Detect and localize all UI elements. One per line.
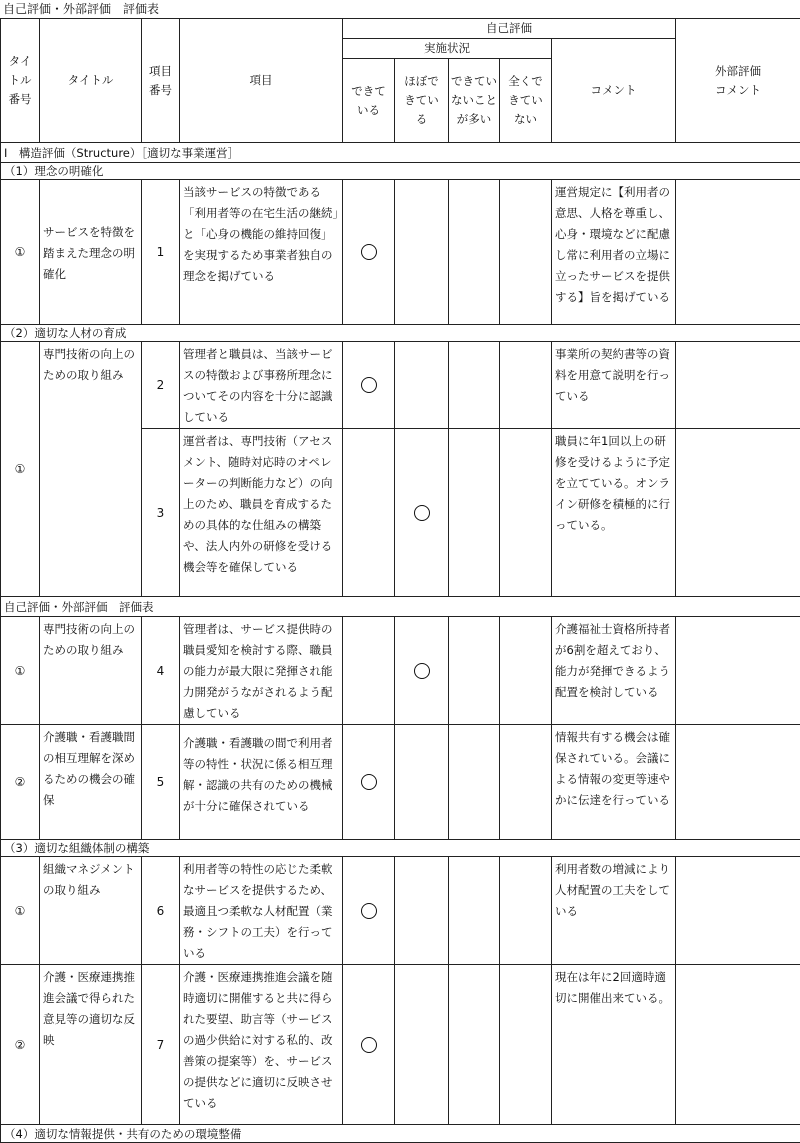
header-status-often-not-done: できてい ないこと が多い bbox=[449, 59, 500, 143]
row-external-comment bbox=[676, 180, 800, 325]
status-not-done-cell bbox=[500, 965, 552, 1125]
row-comment: 現在は年に2回適時適切に開催出来ている。 bbox=[552, 965, 676, 1125]
row-title-number: ① bbox=[1, 857, 40, 965]
status-done-cell bbox=[343, 180, 395, 325]
header-external-comment: 外部評価 コメント bbox=[676, 19, 800, 143]
section-philosophy: （1）理念の明確化 bbox=[1, 163, 800, 180]
row-item: 管理者は、サービス提供時の職員愛知を検討する際、職員の能力が最大限に発揮され能力開発がうながされるよう配慮している bbox=[180, 617, 343, 725]
header-self-evaluation: 自己評価 bbox=[343, 19, 676, 39]
table-row bbox=[1, 617, 800, 725]
header-status-done: できて いる bbox=[343, 59, 395, 143]
section-organization: （3）適切な組織体制の構築 bbox=[1, 840, 800, 857]
row-title-number: ② bbox=[1, 725, 40, 840]
status-done-cell bbox=[343, 857, 395, 965]
row-title: サービスを特徴を踏まえた理念の明確化 bbox=[40, 180, 142, 325]
row-item: 運営者は、専門技術（アセスメント、随時対応時のオペレーターの判断能力など）の向上のため、職員を育成するための具体的な仕組みの構築や、法人内外の研修を受ける機会等を確保している bbox=[180, 429, 343, 597]
row-comment: 介護福祉士資格所持者が6割を超えており、能力が発揮できるよう配置を検討している bbox=[552, 617, 676, 725]
status-often-not-done-cell bbox=[449, 342, 500, 429]
evaluation-table bbox=[0, 18, 800, 1143]
table-row bbox=[1, 725, 800, 840]
row-item: 介護職・看護職の間で利用者等の特性・状況に係る相互理解・認識の共有のための機械が十分に確保されている bbox=[180, 725, 343, 840]
row-external-comment bbox=[676, 857, 800, 965]
row-comment: 情報共有する機会は確保されている。会議による情報の変更等速やかに伝達を行っている bbox=[552, 725, 676, 840]
document-title: 自己評価・外部評価 評価表 bbox=[3, 2, 160, 16]
row-item-number: 2 bbox=[142, 342, 180, 429]
row-title: 介護・医療連携推進会議で得られた意見等の適切な反映 bbox=[40, 965, 142, 1125]
row-title-number: ① bbox=[1, 617, 40, 725]
row-comment: 事業所の契約書等の資料を用意て説明を行っている bbox=[552, 342, 676, 429]
section-structure-evaluation: Ⅰ 構造評価（Structure）［適切な事業運営］ bbox=[1, 143, 800, 163]
header-status-mostly-done: ほぼで きてい る bbox=[395, 59, 449, 143]
row-comment: 職員に年1回以上の研修を受けるように予定を立てている。オンライン研修を積極的に行っている。 bbox=[552, 429, 676, 597]
table-row bbox=[1, 857, 800, 965]
row-item: 当該サービスの特徴である「利用者等の在宅生活の継続」と「心身の機能の維持回復」を実現するため事業者独自の理念を掲げている bbox=[180, 180, 343, 325]
row-title-number: ① bbox=[1, 180, 40, 325]
row-title: 専門技術の向上のための取り組み bbox=[40, 342, 142, 597]
status-often-not-done-cell bbox=[449, 965, 500, 1125]
row-title-number: ① bbox=[1, 342, 40, 597]
row-title: 専門技術の向上のための取り組み bbox=[40, 617, 142, 725]
header-title: タイトル bbox=[40, 19, 142, 143]
table-row bbox=[1, 965, 800, 1125]
row-item: 管理者と職員は、当該サービスの特徴および事務所理念についてその内容を十分に認識している bbox=[180, 342, 343, 429]
status-not-done-cell bbox=[500, 180, 552, 325]
row-external-comment bbox=[676, 342, 800, 429]
row-item-number: 5 bbox=[142, 725, 180, 840]
section-human-resources: （2）適切な人材の育成 bbox=[1, 325, 800, 342]
circle-mark-icon bbox=[361, 244, 377, 260]
section-information-sharing: （4）適切な情報提供・共有のための環境整備 bbox=[1, 1125, 800, 1143]
circle-mark-icon bbox=[361, 1037, 377, 1053]
header-title-number: タイ トル 番号 bbox=[1, 19, 40, 143]
circle-mark-icon bbox=[361, 774, 377, 790]
status-mostly-done-cell bbox=[395, 342, 449, 429]
row-external-comment bbox=[676, 965, 800, 1125]
status-often-not-done-cell bbox=[449, 857, 500, 965]
circle-mark-icon bbox=[414, 663, 430, 679]
status-not-done-cell bbox=[500, 617, 552, 725]
status-not-done-cell bbox=[500, 429, 552, 597]
row-item-number: 7 bbox=[142, 965, 180, 1125]
status-mostly-done-cell bbox=[395, 180, 449, 325]
status-often-not-done-cell bbox=[449, 180, 500, 325]
status-mostly-done-cell bbox=[395, 429, 449, 597]
status-done-cell bbox=[343, 965, 395, 1125]
status-mostly-done-cell bbox=[395, 617, 449, 725]
row-item: 介護・医療連携推進会議を随時適切に開催すると共に得られた要望、助言等（サービスの過少供給に対する私的、改善策の提案等）を、サービスの提供などに適切に反映させている bbox=[180, 965, 343, 1125]
header-status-not-done: 全くで きてい ない bbox=[500, 59, 552, 143]
circle-mark-icon bbox=[361, 377, 377, 393]
status-often-not-done-cell bbox=[449, 617, 500, 725]
table-row bbox=[1, 180, 800, 325]
status-mostly-done-cell bbox=[395, 965, 449, 1125]
row-item-number: 1 bbox=[142, 180, 180, 325]
repeated-document-title: 自己評価・外部評価 評価表 bbox=[1, 597, 800, 617]
row-comment: 運営規定に【利用者の意思、人格を尊重し、心身・環境などに配慮し常に利用者の立場に立ったサービスを提供する】旨を掲げている bbox=[552, 180, 676, 325]
row-item-number: 3 bbox=[142, 429, 180, 597]
row-comment: 利用者数の増減により人材配置の工夫をしている bbox=[552, 857, 676, 965]
circle-mark-icon bbox=[361, 903, 377, 919]
row-external-comment bbox=[676, 429, 800, 597]
status-often-not-done-cell bbox=[449, 725, 500, 840]
status-done-cell bbox=[343, 725, 395, 840]
status-done-cell bbox=[343, 617, 395, 725]
row-item: 利用者等の特性の応じた柔軟なサービスを提供するため、最適且つ柔軟な人材配置（業務・シフトの工夫）を行っている bbox=[180, 857, 343, 965]
status-mostly-done-cell bbox=[395, 857, 449, 965]
status-done-cell bbox=[343, 429, 395, 597]
row-title: 介護職・看護職間の相互理解を深めるための機会の確保 bbox=[40, 725, 142, 840]
header-comment: コメント bbox=[552, 39, 676, 143]
header-implementation-status: 実施状況 bbox=[343, 39, 552, 59]
row-item-number: 4 bbox=[142, 617, 180, 725]
row-title: 組織マネジメントの取り組み bbox=[40, 857, 142, 965]
row-title-number: ② bbox=[1, 965, 40, 1125]
status-done-cell bbox=[343, 342, 395, 429]
row-external-comment bbox=[676, 617, 800, 725]
header-item-number: 項目 番号 bbox=[142, 19, 180, 143]
status-not-done-cell bbox=[500, 725, 552, 840]
row-item-number: 6 bbox=[142, 857, 180, 965]
row-external-comment bbox=[676, 725, 800, 840]
circle-mark-icon bbox=[414, 505, 430, 521]
status-mostly-done-cell bbox=[395, 725, 449, 840]
status-often-not-done-cell bbox=[449, 429, 500, 597]
table-row bbox=[1, 342, 800, 429]
status-not-done-cell bbox=[500, 342, 552, 429]
header-item: 項目 bbox=[180, 19, 343, 143]
status-not-done-cell bbox=[500, 857, 552, 965]
